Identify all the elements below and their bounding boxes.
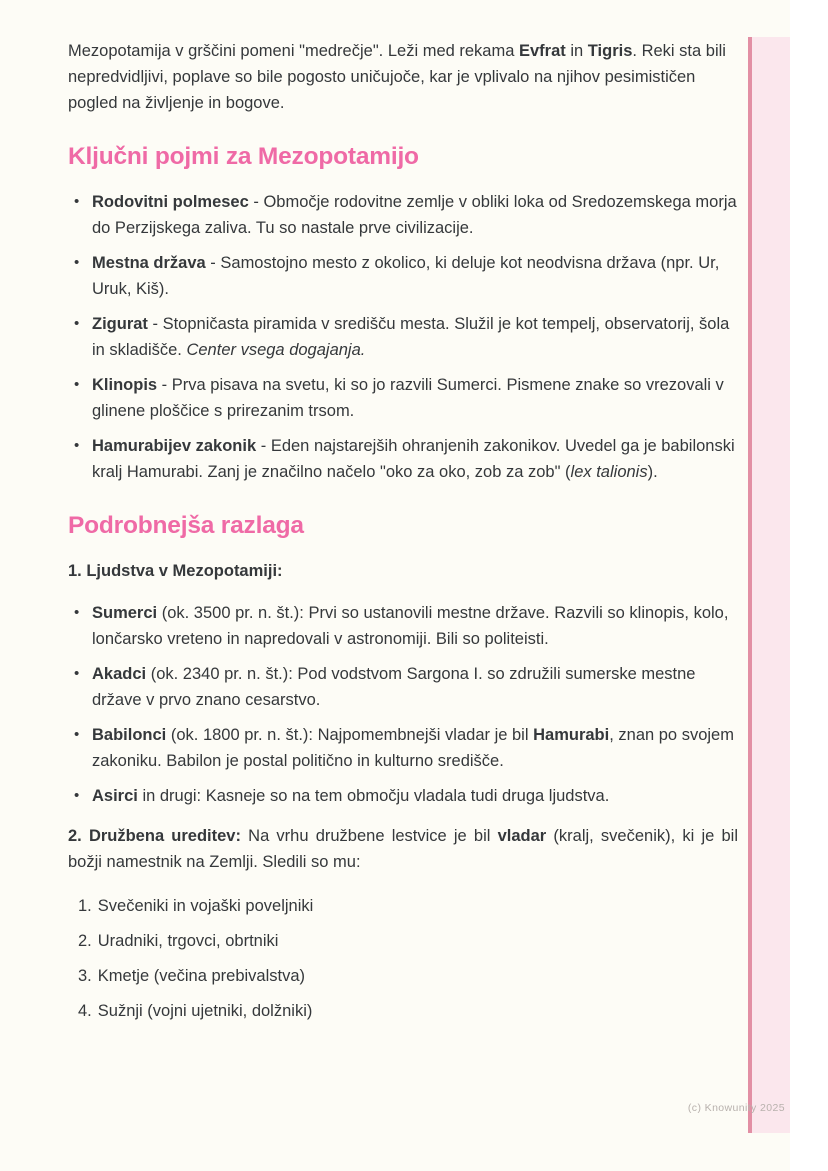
bullet-text bbox=[92, 661, 738, 713]
text-run: Svečeniki in vojaški poveljniki bbox=[97, 897, 314, 915]
paragraph bbox=[68, 823, 738, 875]
footer-credit: (c) Knowunity 2025 bbox=[687, 1102, 785, 1114]
text-run: (kralj, svečenik), ki je bil božji namestnik na Zemlji. Sledili so mu: bbox=[68, 827, 739, 871]
bold-text: Rodovitni polmesec bbox=[92, 193, 249, 211]
numbered-item bbox=[68, 928, 738, 954]
text-run: in bbox=[565, 42, 588, 60]
numbered-item bbox=[68, 963, 738, 989]
bullet-text bbox=[92, 783, 738, 809]
text-run: - Samostojno mesto z okolico, ki deluje kot neodvisna država (npr. Ur, Uruk, Kiš). bbox=[92, 254, 720, 298]
bold-text: Babilonci bbox=[92, 726, 167, 744]
item-number: 1. bbox=[78, 897, 92, 915]
italic-text: Center vsega dogajanja. bbox=[186, 341, 366, 359]
bullet-marker: • bbox=[74, 726, 80, 743]
text-run: - Območje rodovitne zemlje v obliki loka od Sredozemskega morja do Perzijskega zaliva. Tu so nastale prve civilizacije. bbox=[92, 193, 737, 237]
paragraph bbox=[68, 38, 738, 116]
text-run: , znan po svojem zakoniku. Babilon je postal politično in kulturno središče. bbox=[92, 726, 734, 770]
bullet-marker: • bbox=[74, 604, 80, 621]
text-run: Mezopotamija v grščini pomeni "medrečje". Leži med rekama bbox=[68, 42, 519, 60]
text-run: Podrobnejša razlaga bbox=[68, 512, 304, 539]
numbered-text bbox=[98, 928, 738, 954]
bold-text: Klinopis bbox=[92, 376, 158, 394]
document-body bbox=[68, 38, 738, 1033]
bullet-marker: • bbox=[74, 315, 80, 332]
bullet-item bbox=[68, 433, 738, 485]
bullet-item bbox=[68, 783, 738, 809]
bullet-text bbox=[92, 372, 738, 424]
bullet-item bbox=[68, 722, 738, 774]
text-run: Sužnji (vojni ujetniki, dolžniki) bbox=[97, 1002, 313, 1020]
bullet-text bbox=[92, 311, 738, 363]
bold-text: 2. Družbena ureditev: bbox=[68, 827, 241, 845]
bold-text: Mestna država bbox=[92, 254, 206, 272]
bold-text: 1. Ljudstva v Mezopotamiji: bbox=[68, 562, 283, 580]
bullet-item bbox=[68, 189, 738, 241]
text-run: (ok. 2340 pr. n. št.): Pod vodstvom Sargona I. so združili sumerske mestne države v prvo znano cesarstvo. bbox=[92, 665, 696, 709]
bullet-text bbox=[92, 433, 738, 485]
numbered-text bbox=[98, 893, 738, 919]
italic-text: lex talionis bbox=[570, 463, 648, 481]
bold-text: Hamurabi bbox=[533, 726, 610, 744]
item-number: 2. bbox=[78, 932, 92, 950]
subheading bbox=[68, 558, 738, 584]
numbered-item bbox=[68, 893, 738, 919]
text-run: Ključni pojmi za Mezopotamijo bbox=[68, 143, 419, 170]
bullet-item bbox=[68, 311, 738, 363]
bullet-text bbox=[92, 189, 738, 241]
text-run: in drugi: Kasneje so na tem območju vladala tudi druga ljudstva. bbox=[137, 787, 610, 805]
bullet-item bbox=[68, 600, 738, 652]
bullet-marker: • bbox=[74, 437, 80, 454]
text-run: - Stopničasta piramida v središču mesta. Služil je kot tempelj, observatorij, šola in skladišče. bbox=[92, 315, 730, 359]
bullet-list bbox=[68, 189, 738, 485]
bullet-list bbox=[68, 600, 738, 809]
bullet-item bbox=[68, 372, 738, 424]
page-edge-stripe bbox=[748, 37, 790, 1133]
text-run: Kmetje (večina prebivalstva) bbox=[97, 967, 306, 985]
bold-text: vladar bbox=[497, 827, 547, 845]
text-run: (ok. 1800 pr. n. št.): Najpomembnejši vladar je bil bbox=[166, 726, 534, 744]
bullet-marker: • bbox=[74, 665, 80, 682]
bullet-marker: • bbox=[74, 254, 80, 271]
bullet-text bbox=[92, 600, 738, 652]
text-run: Uradniki, trgovci, obrtniki bbox=[97, 932, 279, 950]
section-heading bbox=[68, 511, 738, 540]
bold-text: Zigurat bbox=[92, 315, 148, 333]
bullet-text bbox=[92, 722, 738, 774]
text-run: Na vrhu družbene lestvice je bil bbox=[240, 827, 498, 845]
bullet-marker: • bbox=[74, 193, 80, 210]
text-run: ). bbox=[647, 463, 658, 481]
bold-text: Sumerci bbox=[92, 604, 158, 622]
bullet-marker: • bbox=[74, 376, 80, 393]
item-number: 4. bbox=[78, 1002, 92, 1020]
bullet-text bbox=[92, 250, 738, 302]
page-right-margin bbox=[790, 0, 828, 1171]
bullet-marker: • bbox=[74, 787, 80, 804]
bold-text: Evfrat bbox=[518, 42, 566, 60]
text-run: (ok. 3500 pr. n. št.): Prvi so ustanovili mestne države. Razvili so klinopis, kolo, lončarsko vreteno in napredovali v astronomiji. Bili so politeisti. bbox=[92, 604, 729, 648]
section-heading bbox=[68, 142, 738, 171]
text-run: . Reki sta bili nepredvidljivi, poplave so bile pogosto uničujoče, kar je vplivalo na njihov pesimističen pogled na življenje in bogove. bbox=[68, 42, 726, 112]
bullet-item bbox=[68, 661, 738, 713]
numbered-item bbox=[68, 998, 738, 1024]
numbered-list bbox=[68, 893, 738, 1024]
text-run: - Prva pisava na svetu, ki so jo razvili Sumerci. Pismene znake so vrezovali v glinene ploščice s prirezanim trsom. bbox=[92, 376, 724, 420]
text-run: - Eden najstarejših ohranjenih zakonikov. Uvedel ga je babilonski kralj Hamurabi. Zanj je značilno načelo "oko za oko, zob za zob" ( bbox=[92, 437, 735, 481]
bold-text: Tigris bbox=[587, 42, 633, 60]
bullet-item bbox=[68, 250, 738, 302]
bold-text: Akadci bbox=[92, 665, 147, 683]
bold-text: Asirci bbox=[92, 787, 138, 805]
bold-text: Hamurabijev zakonik bbox=[92, 437, 257, 455]
numbered-text bbox=[98, 963, 738, 989]
item-number: 3. bbox=[78, 967, 92, 985]
numbered-text bbox=[98, 998, 738, 1024]
